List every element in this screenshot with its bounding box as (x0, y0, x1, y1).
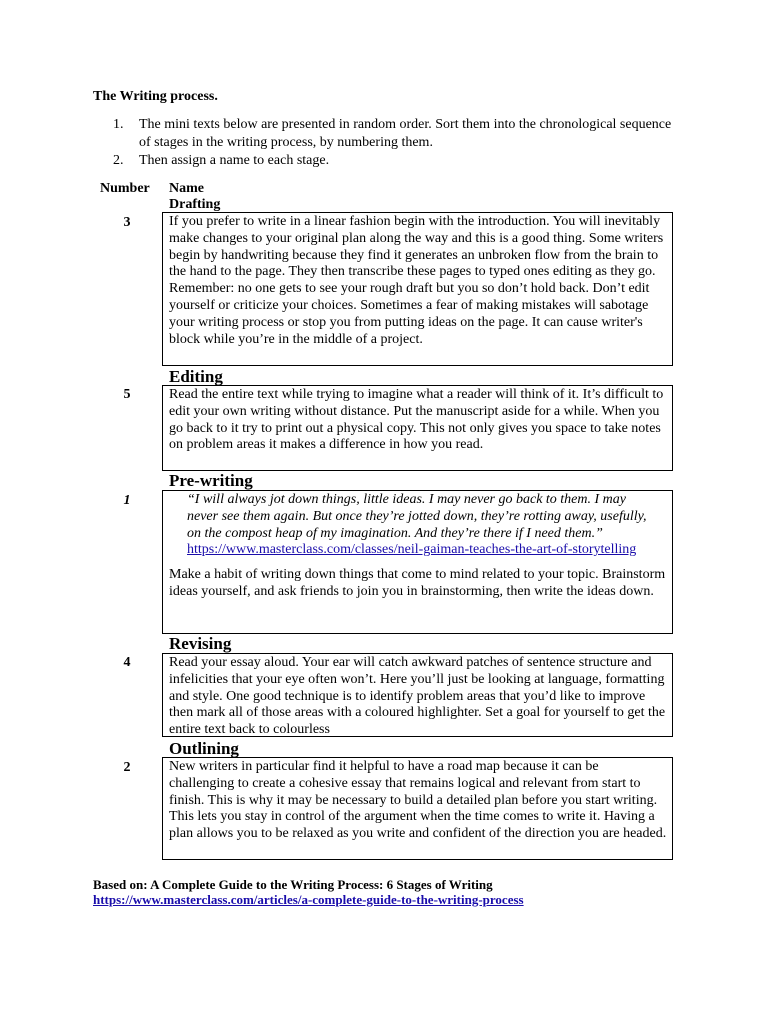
stage-name: Revising (169, 634, 232, 653)
page-title: The Writing process. (93, 89, 218, 104)
instruction-number: 2. (113, 153, 124, 168)
stage-name: Pre-writing (169, 471, 253, 490)
stage-text-box (162, 757, 673, 860)
stage-text: Read the entire text while trying to imagine what a reader will think of it. It’s difficult to edit your own writing without distance. Put the manuscript aside for a while. When you go back to it try to print out a physical copy. This not only gives you space to take notes on problem areas it makes a difference in how you read. (169, 387, 664, 453)
stage-number: 5 (123, 387, 131, 402)
stage-number: 4 (123, 655, 131, 670)
stage-text-box (162, 385, 673, 471)
stage-text-box (162, 212, 673, 366)
stage-text: If you prefer to write in a linear fashion begin with the introduction. You will inevitably make changes to your original plan along the way and this is a good thing. Some writers begin by handwriting because they find it generates an unbroken flow from the brain to the hand to the page. They then transcribe these pages to typed ones editing as they go. Remember: no one gets to see your rough draft but you so don’t hold back. Don’t edit yourself or criticize your choices. Sometimes a fear of making mistakes will sabotage your writing process or stop you from putting ideas on the page. It can cause writer's block while you’re in the middle of a project. (169, 214, 664, 347)
instruction-number: 1. (113, 117, 124, 132)
stage-text-box (162, 490, 673, 634)
stage-number: 3 (123, 215, 131, 230)
stage-name: Editing (169, 367, 223, 386)
quote-body: “I will always jot down things, little ideas. I may never go back to them. I may never see them again. But once they’re jotted down, they’re rotting away, usefully, on the compost heap of my imagination. And they’re there if I need them.” (187, 492, 647, 541)
stage-text: Make a habit of writing down things that come to mind related to your topic. Brainstorm ideas yourself, and ask friends to join you in brainstorming, then write the ideas down. (169, 567, 666, 599)
stage-number: 2 (123, 760, 131, 775)
name-column-header: Name (169, 181, 204, 196)
quote-text (187, 492, 647, 559)
number-column-header: Number (100, 181, 150, 196)
stage-number: 1 (123, 493, 131, 508)
quote-source-link[interactable]: https://www.masterclass.com/classes/neil-gaiman-teaches-the-art-of-storytelling (187, 542, 637, 558)
stage-text: New writers in particular find it helpful to have a road map because it can be challenging to create a cohesive essay that remains logical and relevant from start to finish. This is why it may be necessary to build a detailed plan before you start writing. This lets you stay in control of the argument when the time comes to write it. Having a plan allows you to be relaxed as you write and confident of the direction you are headed. (169, 759, 667, 842)
stage-text-box (162, 653, 673, 737)
instruction-text: The mini texts below are presented in random order. Sort them into the chronological sequence of stages in the writing process, by numbering them. (139, 117, 672, 150)
stage-name: Outlining (169, 739, 239, 758)
instruction-text: Then assign a name to each stage. (139, 153, 330, 168)
stage-text: Read your essay aloud. Your ear will catch awkward patches of sentence structure and infelicities that your eye often won’t. Here you’ll just be looking at language, formatting and style. One good technique is to identify problem areas that you’d like to improve then mark all of those areas with a coloured highlighter. Set a goal for yourself to get the entire text back to colourless (169, 655, 666, 737)
stage-name: Drafting (169, 197, 221, 212)
source-link[interactable]: https://www.masterclass.com/articles/a-complete-guide-to-the-writing-process (93, 892, 524, 907)
source-citation: Based on: A Complete Guide to the Writing Process: 6 Stages of Writing (93, 877, 493, 892)
